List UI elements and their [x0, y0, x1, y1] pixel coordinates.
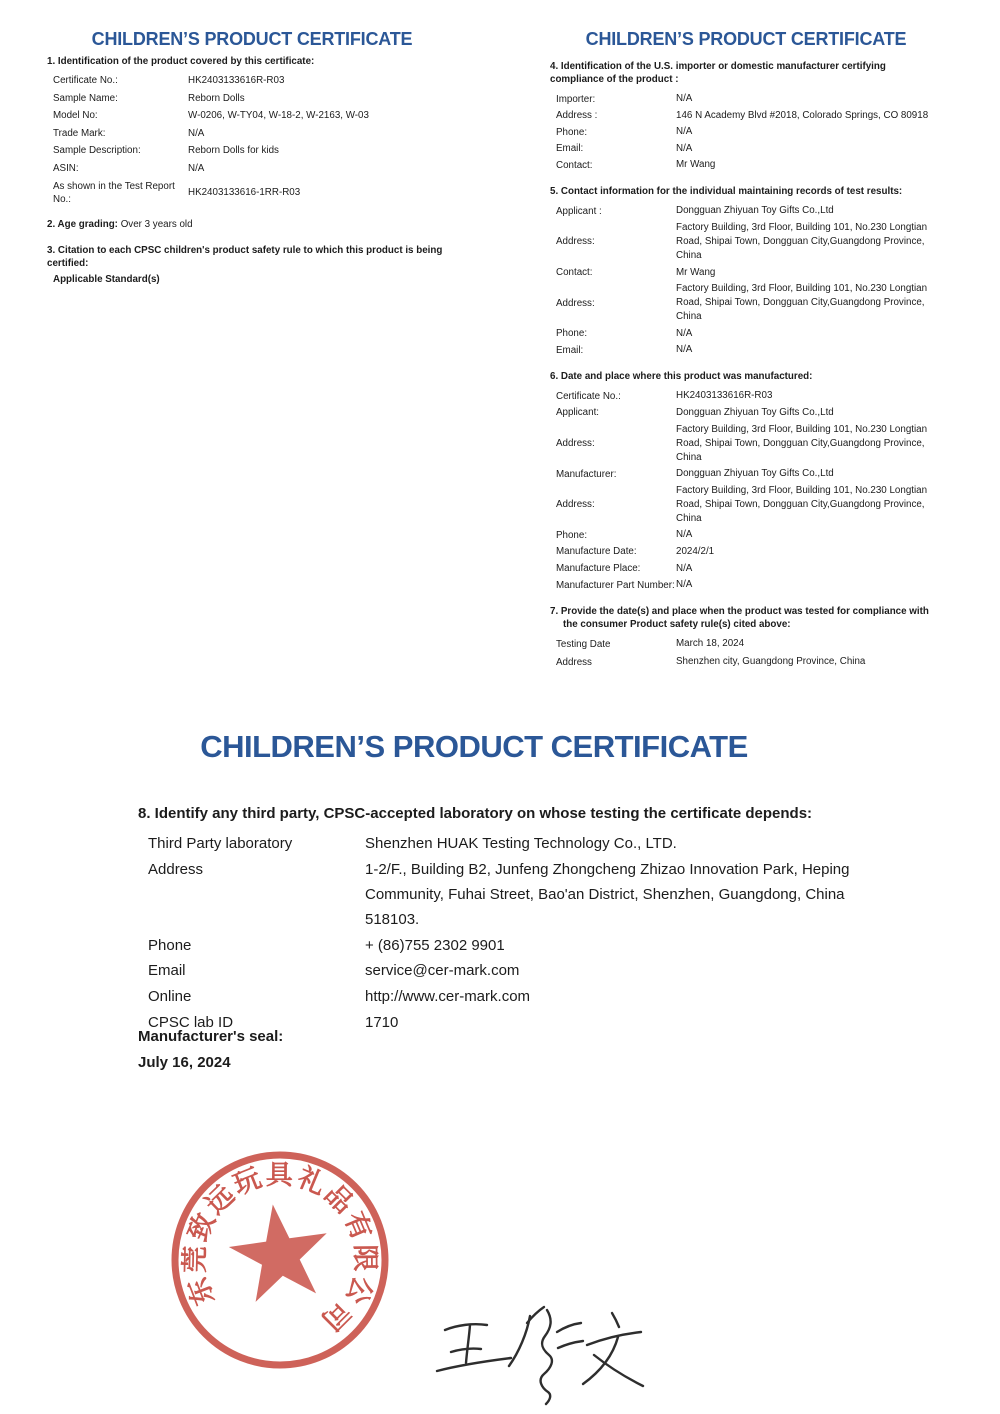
section-heading: 3. Citation to each CPSC children's product safety rule to which this product is being certified:: [47, 244, 443, 269]
field-value: Shenzhen HUAK Testing Technology Co., LTD.: [365, 835, 677, 852]
field-label: Sample Description:: [53, 145, 141, 157]
field-value: Mr Wang: [676, 159, 716, 171]
field-label: Certificate No.:: [53, 75, 118, 86]
field-label: Email:: [556, 143, 584, 155]
field-label: As shown in the Test Report No.:: [53, 180, 175, 205]
field-row: [556, 109, 936, 123]
field-label: Address:: [556, 297, 595, 309]
field-label: Sample Name:: [53, 92, 118, 104]
manufacturer-seal-label: Manufacturer's seal:: [138, 1028, 284, 1045]
field-row: [138, 831, 862, 856]
age-grading-value: Over 3 years old: [120, 218, 193, 230]
field-value: W-0206, W-TY04, W-18-2, W-2163, W-03: [188, 110, 369, 122]
field-row: [556, 655, 936, 669]
field-value: Factory Building, 3rd Floor, Building 101, No.230 Longtian Road, Shipai Town, Dongguan City,Guangdong Province, China: [676, 221, 928, 261]
field-value: 2024/2/1: [676, 545, 715, 557]
field-row: [53, 74, 451, 87]
field-value: Shenzhen city, Guangdong Province, China: [676, 656, 866, 668]
field-row: [556, 545, 936, 559]
field-row: [53, 162, 451, 175]
seal-date: July 16, 2024: [138, 1054, 231, 1071]
section-heading: 2. Age grading:: [47, 218, 118, 230]
company-seal-stamp: [164, 1144, 396, 1376]
field-row: [556, 204, 936, 218]
field-value: + (86)755 2302 9901: [365, 936, 505, 954]
field-value: Dongguan Zhiyuan Toy Gifts Co.,Ltd: [676, 406, 834, 418]
seal-bottom-char: 司: [315, 1295, 357, 1337]
section-heading: 6. Date and place where this product was manufactured:: [550, 371, 813, 383]
field-row: [556, 484, 936, 526]
field-label: Address:: [556, 499, 595, 511]
field-value: March 18, 2024: [676, 638, 745, 650]
field-value: N/A: [676, 93, 693, 104]
field-value: Factory Building, 3rd Floor, Building 101, No.230 Longtian Road, Shipai Town, Dongguan City,Guangdong Province, China: [676, 423, 928, 463]
field-row: [556, 221, 936, 263]
field-value: Factory Building, 3rd Floor, Building 101, No.230 Longtian Road, Shipai Town, Dongguan City,Guangdong Province, China: [676, 283, 928, 323]
field-label: Model No:: [53, 110, 98, 122]
field-row: [138, 984, 862, 1009]
field-row: [556, 406, 936, 420]
signature-strokes: [437, 1307, 643, 1404]
field-label: Phone:: [556, 529, 588, 541]
page-title: CHILDREN’S PRODUCT CERTIFICATE: [585, 29, 907, 49]
field-row: [556, 423, 936, 465]
field-rows: [53, 74, 451, 206]
section-testing-date-place: [550, 605, 936, 669]
field-label: Manufacture Place:: [556, 563, 641, 574]
field-row: [556, 578, 936, 592]
applicable-standards-subheading: Applicable Standard(s): [53, 273, 160, 285]
page-title: CHILDREN’S PRODUCT CERTIFICATE: [200, 729, 748, 764]
field-row: [53, 109, 451, 122]
field-row: [556, 389, 936, 403]
field-value: Reborn Dolls: [188, 92, 245, 104]
field-row: [556, 562, 936, 576]
field-label: Address:: [556, 438, 595, 450]
field-value: N/A: [188, 127, 205, 139]
field-label: Manufacturer:: [556, 468, 617, 480]
field-value: HK2403133616R-R03: [188, 75, 285, 86]
field-row: [556, 327, 936, 341]
field-label: Applicant:: [556, 407, 600, 419]
field-row: [53, 92, 451, 105]
field-label: Phone:: [556, 328, 588, 340]
field-row: [556, 282, 936, 324]
field-value: Mr Wang: [676, 266, 716, 278]
section-heading: 7. Provide the date(s) and place when the product was tested for compliance with the consumer Product safety rule(s) cited above:: [550, 606, 929, 631]
field-value: HK2403133616R-R03: [676, 390, 773, 402]
field-label: Address: [148, 860, 204, 878]
laboratory-field-rows: [138, 831, 862, 1036]
field-label: Third Party laboratory: [148, 835, 293, 852]
field-label: Importer:: [556, 93, 596, 105]
section-safety-rules: [47, 244, 451, 286]
field-label: Certificate No.:: [556, 390, 621, 402]
field-row: [53, 144, 451, 157]
field-value: N/A: [676, 142, 693, 154]
field-rows: [556, 92, 936, 172]
field-label: Address:: [556, 236, 595, 248]
seal-arc-text: 东莞致远玩具礼品有限公: [179, 1159, 381, 1311]
field-row: [53, 127, 451, 140]
field-label: Manufacturer Part Number:: [556, 579, 675, 591]
field-label: ASIN:: [53, 162, 79, 174]
section-heading: 8. Identify any third party, CPSC-accepted laboratory on whose testing the certificate depends:: [138, 805, 813, 822]
field-row: [138, 933, 862, 958]
section-heading: 1. Identification of the product covered by this certificate:: [47, 56, 315, 67]
field-row: [556, 158, 936, 172]
field-value: HK2403133616-1RR-R03: [188, 187, 301, 199]
section-heading: 4. Identification of the U.S. importer or domestic manufacturer certifying compliance of the product :: [550, 61, 886, 85]
field-value: Dongguan Zhiyuan Toy Gifts Co.,Ltd: [676, 468, 834, 480]
field-row: [556, 125, 936, 139]
field-value: N/A: [188, 162, 205, 174]
field-rows: [556, 204, 936, 357]
page-1: [47, 29, 451, 287]
field-label: Phone: [148, 936, 192, 954]
field-rows: [556, 637, 936, 669]
field-row: [556, 266, 936, 280]
field-row: [138, 958, 862, 983]
field-value: Dongguan Zhiyuan Toy Gifts Co.,Ltd: [676, 205, 834, 217]
star-icon: [229, 1205, 327, 1302]
signature: [415, 1268, 655, 1408]
section-manufacture-place: [550, 370, 936, 592]
field-value: N/A: [676, 126, 693, 138]
field-label: Applicant :: [556, 205, 602, 217]
field-row: [556, 528, 936, 542]
field-value: Reborn Dolls for kids: [188, 145, 279, 157]
field-label: Trade Mark:: [53, 127, 106, 139]
field-row: [556, 142, 936, 156]
field-value: N/A: [676, 562, 693, 574]
field-row: [138, 857, 862, 932]
field-label: Contact:: [556, 267, 593, 279]
page-title: CHILDREN’S PRODUCT CERTIFICATE: [91, 29, 413, 49]
field-label: Manufacture Date:: [556, 546, 637, 558]
section-importer-identification: [550, 60, 936, 172]
field-value: N/A: [676, 579, 693, 591]
field-value: Factory Building, 3rd Floor, Building 101, No.230 Longtian Road, Shipai Town, Dongguan City,Guangdong Province, China: [676, 484, 928, 524]
field-row: [53, 180, 451, 206]
field-row: [556, 343, 936, 357]
field-value: N/A: [676, 529, 693, 541]
field-value: N/A: [676, 344, 693, 356]
page-2: [550, 29, 936, 673]
field-value: http://www.cer-mark.com: [365, 988, 531, 1006]
field-label: Email:: [556, 344, 584, 356]
field-label: Phone:: [556, 126, 588, 138]
field-value: N/A: [676, 327, 693, 339]
field-rows: [556, 389, 936, 592]
field-value: 146 N Academy Blvd #2018, Colorado Springs, CO 80918: [676, 109, 929, 121]
section-product-identification: [47, 55, 451, 206]
field-label: Address :: [556, 110, 598, 122]
section-age-grading: [47, 218, 451, 231]
field-label: Contact:: [556, 159, 593, 171]
field-label: Testing Date: [556, 638, 611, 650]
field-label: CPSC lab ID: [148, 1013, 234, 1031]
field-value: 1710: [365, 1013, 399, 1031]
field-row: [556, 92, 936, 106]
section-heading: 5. Contact information for the individual maintaining records of test results:: [550, 186, 903, 198]
section-records-contact: [550, 185, 936, 357]
field-value: 1-2/F., Building B2, Junfeng Zhongcheng Zhizao Innovation Park, Heping Community, Fuhai Street, Bao'an District, Shenzhen, Guangdong, China 518103.: [365, 860, 850, 928]
field-row: [556, 467, 936, 481]
field-value: service@cer-mark.com: [365, 962, 520, 980]
field-label: Address: [556, 656, 592, 668]
field-label: Online: [148, 988, 192, 1006]
field-label: Email: [148, 962, 186, 980]
field-row: [556, 637, 936, 651]
